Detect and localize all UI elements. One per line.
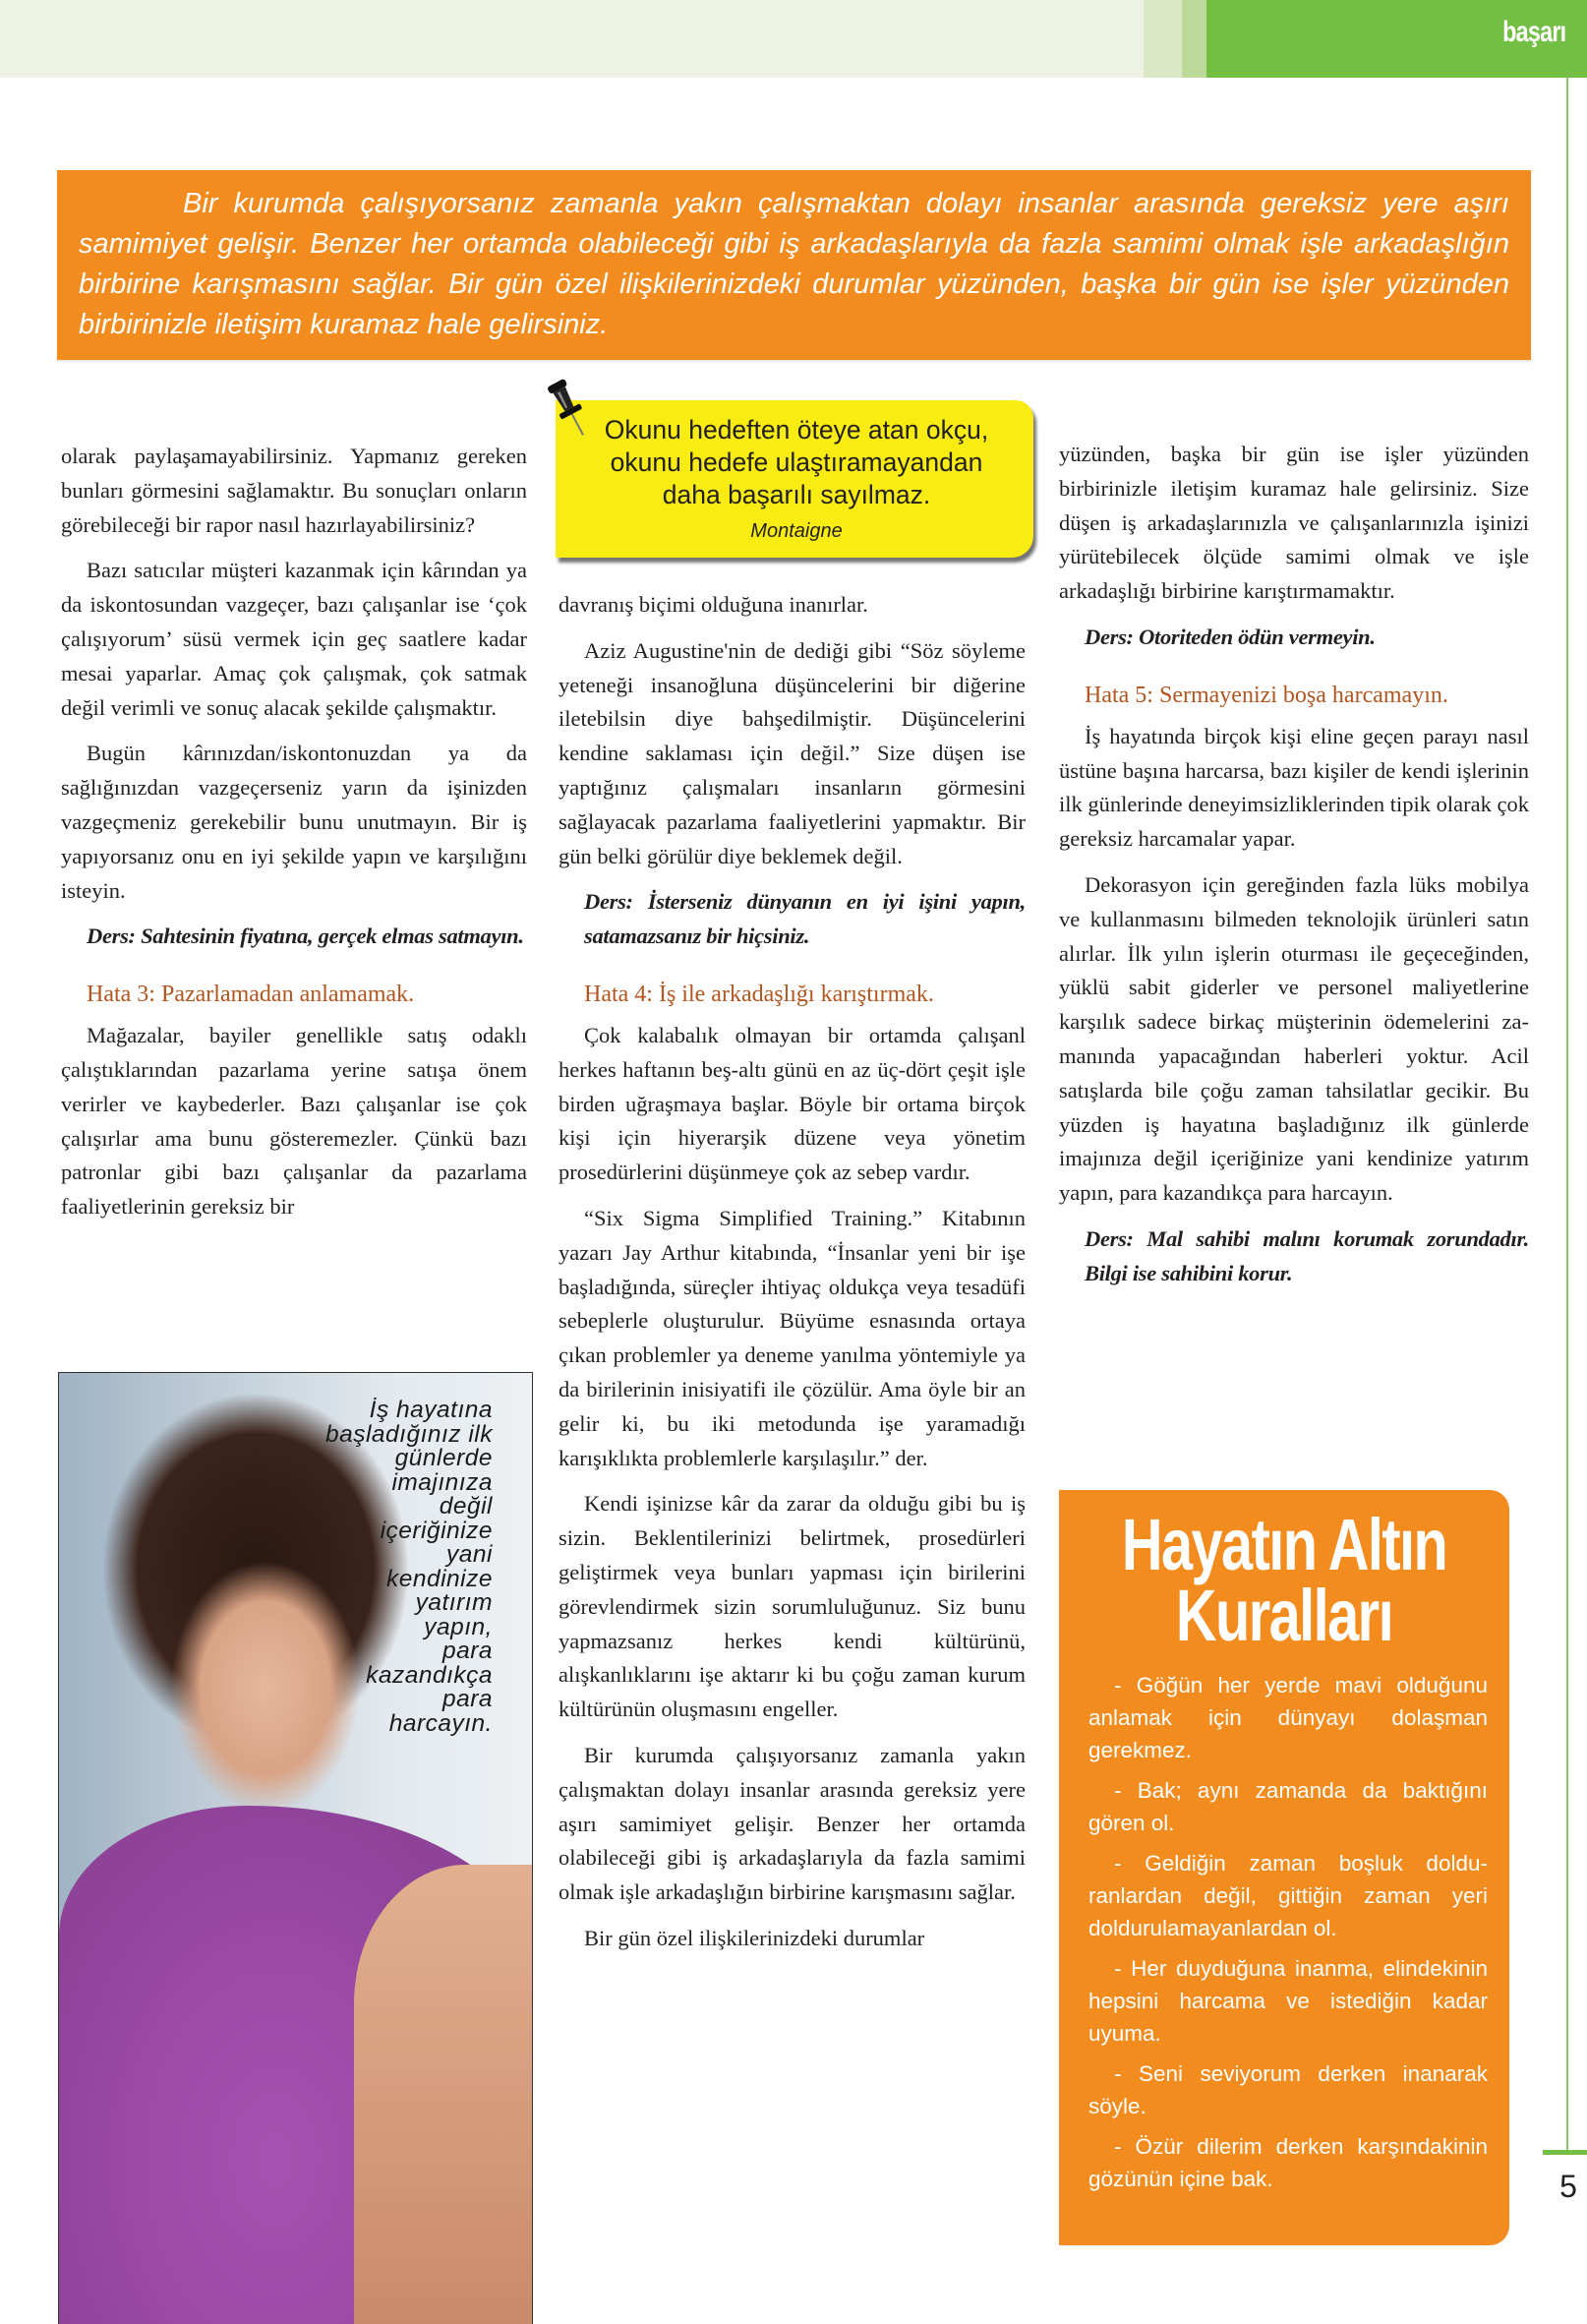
section-heading: Hata 3: Pazarlamadan anlamamak. <box>87 982 415 1008</box>
caption-line: kendinize <box>385 1565 493 1592</box>
header-band-light <box>0 0 1144 78</box>
portrait-photo <box>58 1372 533 2324</box>
paragraph: Dekorasyon için gereğinden fazla lüks mobilya ve kullanmasını bilmeden teknolojik ürünleri satın alırlar. İlk yılın işlerin oturması ile geçeceğinden, yüklü sabit giderler ve personel maliyetlerine karşılık sadece birkaç müşterinin ödemelerini zamanında yapacağından haberleri yoktur. Acil satışlarda bile çoğu zaman tahsilatlar gecikir. Bu yüzden iş hayatına başladığınız ilk günlerde imajınıza değil içeriğinize yani kendinize yatırım yapın, para kazandıkça para harcayın. <box>1059 871 1529 1206</box>
caption-line: içeriğinize <box>380 1517 493 1544</box>
paragraph: Çok kalabalık olmayan bir ortamda çalışanl herkes haftanın beş-altı günü en az üç-dört çeşit işle birden uğraşmaya başlar. Böyle bir ortama birçok kişi için hiyerarşik düzene veya yönetim prosedürlerini düşünmeye çok az sebep vardır. <box>558 1022 1026 1185</box>
paragraph: Bir gün özel ilişkilerinizdeki durumlar <box>584 1925 925 1950</box>
paragraph: Bugün kârınızdan/iskontonuzdan ya da sağlığınızdan vazgeçerseniz yarın da işinizden vazgeçmeniz gerekebilir bunu unutmayın. Bir iş yapıyorsanız onu en iyi şekilde yapın ve karşılığını isteyin. <box>61 741 527 903</box>
caption-line: para <box>441 1686 493 1712</box>
caption-line: İş hayatına <box>369 1397 493 1423</box>
photo-arm <box>354 1865 533 2324</box>
rule-item: - Geldiğin zaman boşluk dolduranlardan değil, gittiğin zaman yeri doldurulamayanlardan ol. <box>1088 1851 1488 1940</box>
section-label: başarı <box>1501 16 1565 48</box>
page-number-rule <box>1543 2150 1587 2155</box>
golden-rules-title <box>1108 1490 1459 1656</box>
caption-line: yani <box>446 1541 493 1568</box>
section-heading: Hata 5: Sermayenizi boşa harcamayın. <box>1085 682 1448 708</box>
header-band-segment <box>1182 0 1206 78</box>
paragraph: “Six Sigma Simplified Training.” Kitabının yazarı Jay Arthur kitabında, “İnsanlar yeni bir işe başladığında, süreçler ihtiyaç oldukça veya tesadüfi sebeplerle oluşturulur. Büyüme esnasında ortaya çıkan problemler ya deneme yanılma yöntemiyle ya da birilerinin inisiyatifi ile çözülür. Ama öyle bir an gelir ki, bu iki metodunda işe yaramadığı karışıklıkta problemlerle karşılaşılır.” der. <box>558 1205 1026 1470</box>
page-number: 5 <box>1559 2169 1577 2204</box>
lesson-text: Ders: İsterseniz dünyanın en iyi işini yapın, satamazsanız bir hiçsiniz. <box>584 889 1026 949</box>
rule-item: - Her duyduğuna inanma, elindekinin hepsini harcama ve istediğin kadar uyuma. <box>1088 1956 1488 2046</box>
article-column-2 <box>558 588 1026 1968</box>
title-line: Kuralları <box>1175 1575 1393 1656</box>
caption-line: başladığınız ilk <box>324 1420 493 1448</box>
pushpin-icon <box>543 374 592 447</box>
rule-item: - Özür dilerim derken karşındakinin gözünün içine bak. <box>1088 2134 1488 2191</box>
quote-author: Montaigne <box>750 520 843 542</box>
rule-item: - Seni seviyorum derken inanarak söyle. <box>1088 2061 1488 2118</box>
paragraph: yüzünden, başka bir gün ise işler yüzünden birbirinizle iletişim kuramaz hale gelirsiniz. Size düşen iş arkadaşlarınızla ve çalışanlarınızla işinizi yürütebilecek ölçüde samimi olmak ve işle arkadaşlığı birbirine karıştırmamaktır. <box>1059 442 1529 604</box>
caption-line: kazandıkça <box>366 1661 493 1689</box>
quote-line: okunu hedefe ulaştıramayandan <box>610 447 983 477</box>
rule-item: - Göğün her yerde mavi olduğunu anlamak için dünyayı dolaşman gerekmez. <box>1088 1673 1488 1762</box>
paragraph: İş hayatında birçok kişi eline geçen parayı nasıl üstüne başına harcarsa, bazı kişiler de kendi işlerinin ilk günlerinde deneyimsizliklerinden tipik olarak çok gereksiz harcamalar yapar. <box>1059 723 1529 852</box>
margin-rule <box>1566 78 1568 2152</box>
paragraph: Kendi işinizse kâr da zarar da olduğu gibi bu iş sizin. Beklentilerinizi belirtmek, prosedürleri geliştirmek veya bunları yapması için birilerini görevlendirmek sizin sorumluluğunuz. Siz bunu yapmazsanız herkes kendi kültürünü, alışkanlıklarını işe aktarır ki bu çoğu zaman kurum kültürünün oluşmasını engeller. <box>558 1491 1026 1722</box>
section-header <box>0 0 1587 78</box>
section-heading: Hata 4: İş ile arkadaşlığı karıştırmak. <box>584 981 934 1007</box>
quote-line: Okunu hedeften öteye atan okçu, <box>604 415 989 445</box>
caption-line: değil <box>439 1493 493 1520</box>
caption-line: para <box>441 1638 493 1664</box>
caption-line: imajınıza <box>391 1468 493 1496</box>
golden-rules-box <box>1059 1490 1509 2245</box>
photo-caption <box>276 1399 493 1736</box>
paragraph: olarak paylaşamayabilirsiniz. Yapmanız gereken bunları görmesini sağlamaktır. Bu sonuçları onların görebileceği bir rapor nasıl hazırlayabilirsiniz? <box>61 444 527 537</box>
lesson-text: Ders: Otoriteden ödün vermeyin. <box>1085 624 1376 649</box>
lesson-text: Ders: Mal sahibi malını korumak zorundadır. Bilgi ise sahibini korur. <box>1085 1225 1529 1285</box>
lesson-text: Ders: Sahtesinin fiyatına, gerçek elmas satmayın. <box>87 924 524 949</box>
caption-line: günlerde <box>394 1445 493 1471</box>
paragraph: davranış biçimi olduğuna inanırlar. <box>558 592 868 617</box>
caption-line: harcayın. <box>388 1709 493 1737</box>
header-band-segment <box>1144 0 1182 78</box>
intro-banner <box>57 170 1531 360</box>
paragraph: Mağazalar, bayiler genellikle satış odaklı çalıştıklarından pazarlama yerine satışa önem verirler ve kaybederler. Bazı çalışanlar ise çok çalışırlar ama bunu gösteremezler. Çünkü bazı patronlar gibi bazı çalışanlar da pazarlama faaliyetlerinin gereksiz bir <box>61 1023 527 1220</box>
rule-item: - Bak; aynı zamanda da baktığını gören ol. <box>1088 1778 1488 1835</box>
quote-line: daha başarılı sayılmaz. <box>662 480 931 509</box>
caption-line: yapın, <box>424 1613 493 1640</box>
paragraph: Aziz Augustine'nin de dediği gibi “Söz söyleme yeteneği insanoğluna düşüncelerini bir diğerine iletebilsin diye bahşedilmiştir. Düşüncelerini kendine saklaması için değil.” Size düşen ise yaptığınız çalışmaları insanların görmesini sağlayacak pazarlama faaliyetlerini yapmaktır. Bir gün belki görülür diye beklemek değil. <box>558 637 1026 868</box>
intro-banner-text: Bir kurumda çalışıyorsanız zamanla yakın çalışmaktan dolayı insanlar arasında gereksiz yere aşırı samimiyet gelişir. Benzer her ortamda olabileceği gibi iş arkadaşlarıyla da fazla samimi olmak işle arkadaşlığın birbirine karışmasını sağlar. Bir gün özel ilişkilerinizdeki durumlar yüzünden, başka bir gün ise işler yüzünden birbirinizle iletişim kuramaz hale gelirsiniz. <box>79 188 1509 340</box>
quote-note <box>553 393 1034 566</box>
article-column-1 <box>61 440 527 1236</box>
quote-text <box>556 414 1037 511</box>
title-line: Hayatın Altın <box>1121 1504 1447 1585</box>
caption-line: yatırım <box>415 1589 493 1616</box>
paragraph: Bir kurumda çalışıyorsanız zamanla yakın çalışmaktan dolayı insanlar arasında gereksiz yere aşırı samimiyet gelişir. Benzer her ortamda olabileceği gibi iş arkadaşlarıyla da fazla samimi olmak işle arkadaşlığın birbirine karışmasını sağlar. <box>558 1742 1026 1905</box>
quote-note-paper <box>556 400 1033 558</box>
paragraph: Bazı satıcılar müşteri kazanmak için kârından ya da iskontosundan vazgeçer, bazı çalışanlar ise ‘çok çalışıyorum’ süsü vermek için geç saatlere kadar mesai yaparlar. Amaç çok çalışmak, çok satmak değil verimli ve sonuç alacak şekilde çalışmaktır. <box>61 558 527 720</box>
article-column-3 <box>1059 438 1529 1315</box>
golden-rules-list <box>1059 1669 1509 2195</box>
